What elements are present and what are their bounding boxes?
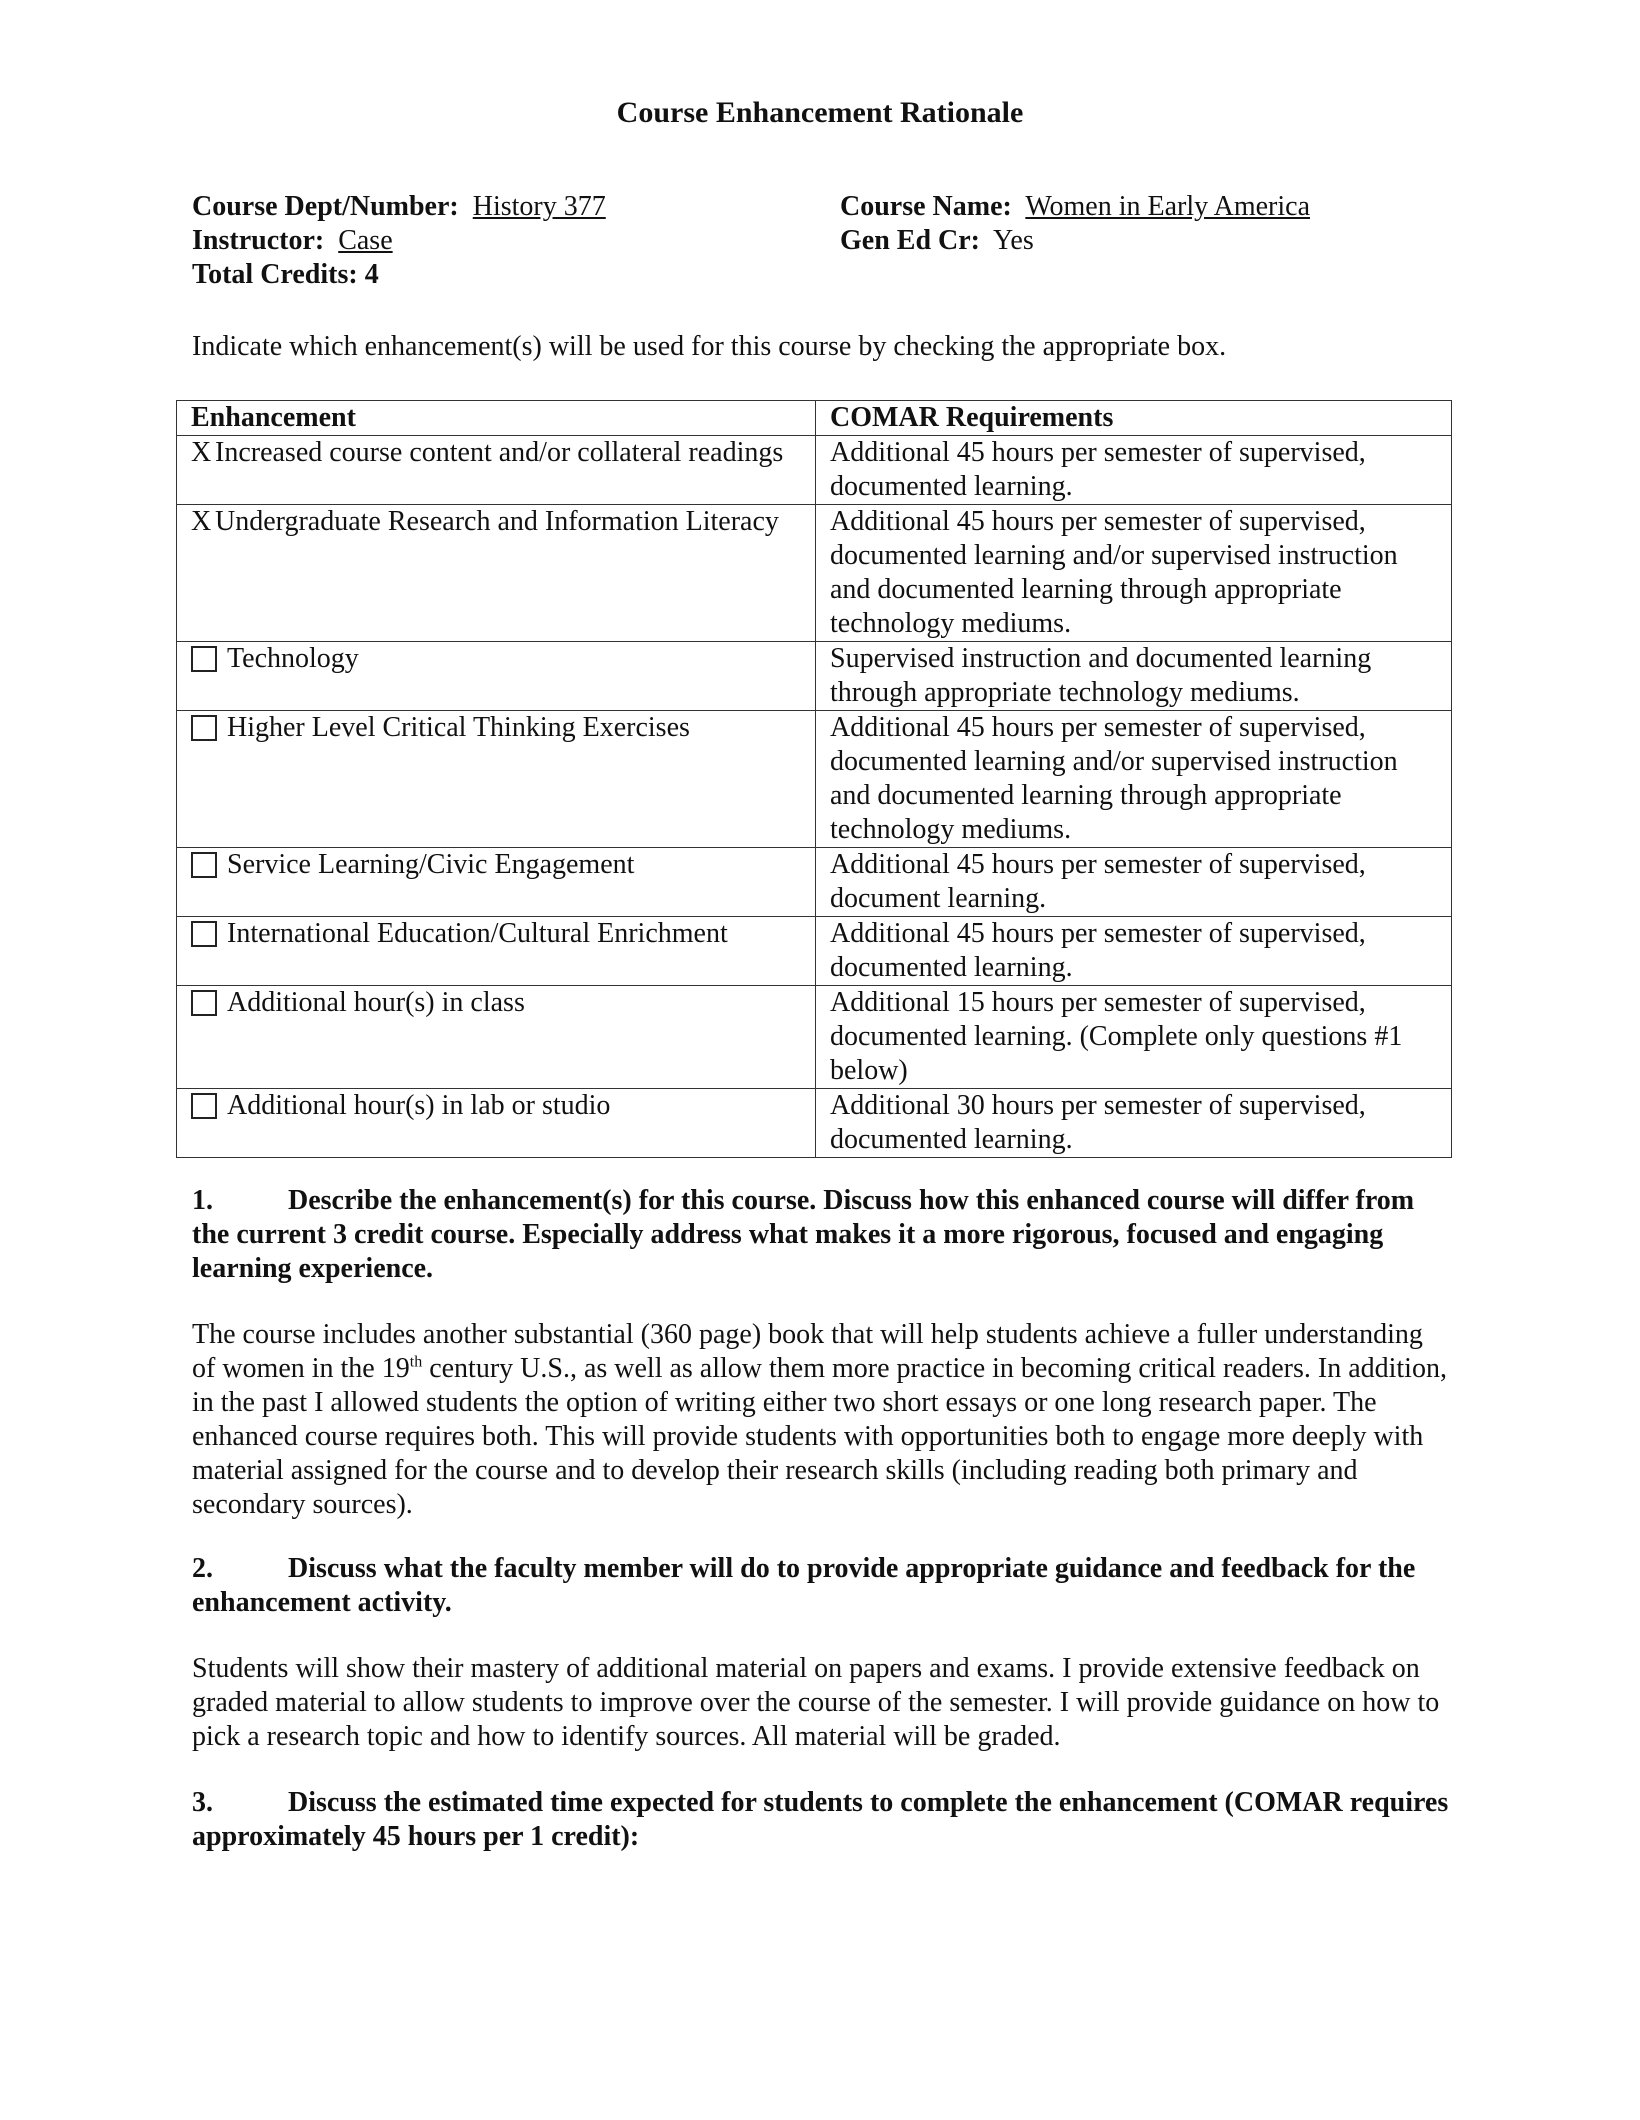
requirement-cell: Additional 45 hours per semester of supervised, documented learning. bbox=[816, 917, 1452, 986]
table-row bbox=[177, 848, 1452, 917]
instructor-row bbox=[192, 224, 812, 258]
credits-value: 4 bbox=[364, 259, 379, 290]
hours-in-class-checkbox[interactable] bbox=[191, 990, 217, 1016]
question-number: 1. bbox=[192, 1185, 213, 1216]
critical-thinking-checkbox[interactable] bbox=[191, 715, 217, 741]
gened-row bbox=[840, 224, 1460, 258]
international-education-checkbox[interactable] bbox=[191, 921, 217, 947]
page-title: Course Enhancement Rationale bbox=[616, 96, 1024, 129]
table-row bbox=[177, 1089, 1452, 1158]
header-comar: COMAR Requirements bbox=[816, 401, 1452, 436]
enhancement-label: Additional hour(s) in lab or studio bbox=[227, 1090, 611, 1121]
enhancement-label: Undergraduate Research and Information Literacy bbox=[215, 506, 779, 537]
question-number: 3. bbox=[192, 1787, 213, 1818]
enhancement-cell bbox=[177, 986, 816, 1089]
gened-label: Gen Ed Cr: bbox=[840, 225, 980, 256]
enhancement-label: International Education/Cultural Enrichment bbox=[227, 918, 728, 949]
requirement-cell: Additional 15 hours per semester of supervised, documented learning. (Complete only questions #1 below) bbox=[816, 986, 1452, 1089]
table-row bbox=[177, 986, 1452, 1089]
header-enhancement: Enhancement bbox=[177, 401, 816, 436]
requirement-cell: Additional 45 hours per semester of supervised, documented learning and/or supervised instruction and documented learning through appropriate technology mediums. bbox=[816, 711, 1452, 848]
table-row bbox=[177, 917, 1452, 986]
enhancement-cell bbox=[177, 642, 816, 711]
table-row bbox=[177, 436, 1452, 505]
enhancement-label: Higher Level Critical Thinking Exercises bbox=[227, 712, 690, 743]
requirement-cell: Additional 45 hours per semester of supervised, documented learning and/or supervised instruction and documented learning through appropriate technology mediums. bbox=[816, 505, 1452, 642]
enhancement-cell bbox=[177, 436, 816, 505]
x-mark: X bbox=[191, 437, 212, 468]
enhancement-label: Increased course content and/or collateral readings bbox=[215, 437, 784, 468]
table-header-row bbox=[177, 401, 1452, 436]
requirement-cell: Additional 30 hours per semester of supervised, documented learning. bbox=[816, 1089, 1452, 1158]
requirement-cell: Additional 45 hours per semester of supervised, documented learning. bbox=[816, 436, 1452, 505]
enhancement-cell bbox=[177, 917, 816, 986]
course-name-label: Course Name: bbox=[840, 191, 1012, 222]
answer-2: Students will show their mastery of additional material on papers and exams. I provide extensive feedback on graded material to allow students to improve over the course of the semester. I will provide guidance on how to pick a research topic and how to identify sources. All material will be graded. bbox=[192, 1653, 1440, 1752]
technology-checkbox[interactable] bbox=[191, 646, 217, 672]
requirement-cell: Supervised instruction and documented learning through appropriate technology mediums. bbox=[816, 642, 1452, 711]
enhancement-cell bbox=[177, 848, 816, 917]
table-row bbox=[177, 711, 1452, 848]
superscript-th: th bbox=[409, 1353, 423, 1371]
dept-value: History 377 bbox=[472, 191, 606, 222]
answer-text: The course includes another substantial (360 page) book that will help students achieve a fuller understanding of women in the 19 bbox=[192, 1319, 1423, 1384]
table-row bbox=[177, 642, 1452, 711]
question-number: 2. bbox=[192, 1553, 213, 1584]
course-info-right bbox=[840, 190, 1460, 258]
course-name-value: Women in Early America bbox=[1025, 191, 1310, 222]
enhancement-cell bbox=[177, 1089, 816, 1158]
table-row bbox=[177, 505, 1452, 642]
instructor-label: Instructor: bbox=[192, 225, 325, 256]
instruction-text: Indicate which enhancement(s) will be used for this course by checking the appropriate box. bbox=[192, 331, 1227, 362]
requirement-cell: Additional 45 hours per semester of supervised, document learning. bbox=[816, 848, 1452, 917]
credits-row bbox=[192, 258, 812, 292]
hours-in-lab-checkbox[interactable] bbox=[191, 1093, 217, 1119]
gened-value: Yes bbox=[992, 225, 1034, 256]
enhancement-cell bbox=[177, 505, 816, 642]
question-text: Describe the enhancement(s) for this course. Discuss how this enhanced course will differ from the current 3 credit course. Especially address what makes it a more rigorous, focused and engaging learning experience. bbox=[192, 1185, 1415, 1284]
course-name-row bbox=[840, 190, 1460, 224]
course-info-left bbox=[192, 190, 812, 292]
question-2 bbox=[192, 1552, 1452, 1620]
question-3 bbox=[192, 1786, 1452, 1854]
answer-1 bbox=[192, 1318, 1452, 1522]
dept-row bbox=[192, 190, 812, 224]
dept-label: Course Dept/Number: bbox=[192, 191, 459, 222]
question-text: Discuss what the faculty member will do to provide appropriate guidance and feedback for the enhancement activity. bbox=[192, 1553, 1416, 1618]
enhancement-table bbox=[176, 400, 1452, 1158]
answer-text: century U.S., as well as allow them more practice in becoming critical readers. In addition, in the past I allowed students the option of writing either two short essays or one long research paper. The enhanced course requires both. This will provide students with opportunities both to engage more deeply with material assigned for the course and to develop their research skills (including reading both primary and secondary sources). bbox=[192, 1353, 1447, 1520]
instructor-value: Case bbox=[338, 225, 393, 256]
credits-label: Total Credits: bbox=[192, 259, 358, 290]
question-text: Discuss the estimated time expected for students to complete the enhancement (COMAR requires approximately 45 hours per 1 credit): bbox=[192, 1787, 1449, 1852]
x-mark: X bbox=[191, 506, 212, 537]
enhancement-cell bbox=[177, 711, 816, 848]
enhancement-label: Additional hour(s) in class bbox=[227, 987, 525, 1018]
enhancement-label: Service Learning/Civic Engagement bbox=[227, 849, 635, 880]
service-learning-checkbox[interactable] bbox=[191, 852, 217, 878]
enhancement-label: Technology bbox=[227, 643, 359, 674]
question-1 bbox=[192, 1184, 1452, 1286]
